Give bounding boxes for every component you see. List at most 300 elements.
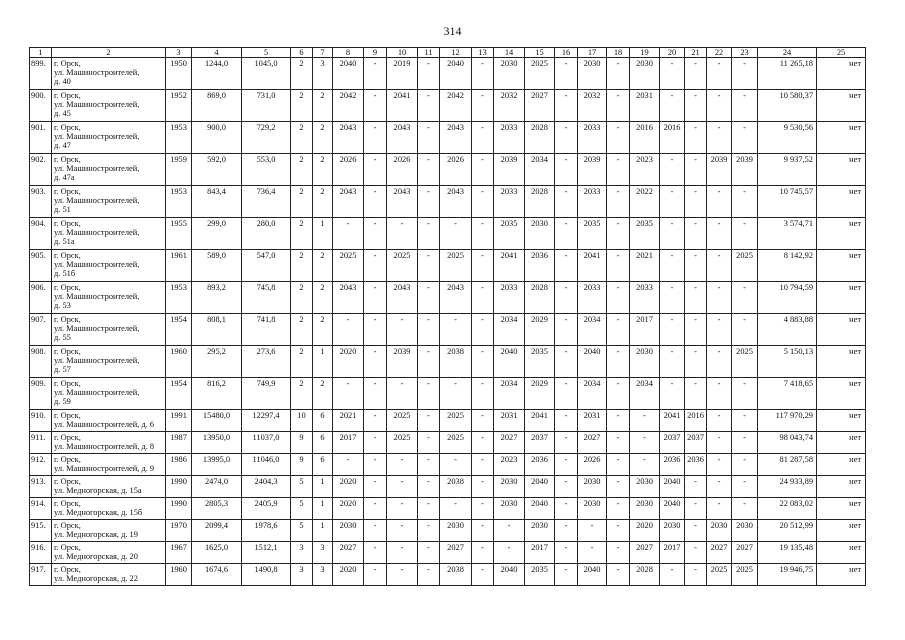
table-cell: 2016 <box>660 122 685 154</box>
table-cell: - <box>732 454 758 476</box>
table-cell: 2025 <box>387 410 418 432</box>
table-cell: - <box>418 218 440 250</box>
address-line: ул. Машиностроителей, д. 6 <box>54 420 155 430</box>
table-cell: - <box>364 432 387 454</box>
row-number: 902. <box>30 154 52 186</box>
table-cell: - <box>472 542 494 564</box>
table-cell: 816,2 <box>192 378 242 410</box>
table-cell: - <box>418 410 440 432</box>
table-cell: 1953 <box>166 282 192 314</box>
table-cell: 2041 <box>494 250 525 282</box>
table-cell: 2033 <box>494 122 525 154</box>
table-cell: 10 580,37 <box>758 90 817 122</box>
table-cell: - <box>387 314 418 346</box>
address-line: г. Орск, <box>54 411 81 420</box>
table-cell: 3 <box>313 564 333 586</box>
table-cell: - <box>660 58 685 90</box>
table-cell: 2043 <box>440 122 472 154</box>
table-cell: 2030 <box>578 58 607 90</box>
row-number: 907. <box>30 314 52 346</box>
table-cell: - <box>660 378 685 410</box>
table-cell: 2034 <box>578 378 607 410</box>
table-cell: 2025 <box>440 250 472 282</box>
address-cell <box>52 498 166 520</box>
table-cell: - <box>364 476 387 498</box>
table-cell: - <box>387 218 418 250</box>
table-row <box>30 498 866 520</box>
table-cell: - <box>555 498 578 520</box>
address-line: г. Орск, <box>54 477 81 486</box>
table-cell: 2043 <box>387 282 418 314</box>
table-row <box>30 432 866 454</box>
table-cell: - <box>630 410 660 432</box>
table-cell: 2035 <box>578 218 607 250</box>
table-cell: 2040 <box>494 564 525 586</box>
table-cell: - <box>418 122 440 154</box>
column-header: 22 <box>707 48 732 58</box>
table-cell: - <box>364 542 387 564</box>
table-cell: 741,8 <box>242 314 291 346</box>
table-cell: 2026 <box>333 154 364 186</box>
table-cell: 592,0 <box>192 154 242 186</box>
table-cell: 1970 <box>166 520 192 542</box>
table-cell: - <box>472 154 494 186</box>
table-cell: 2805,3 <box>192 498 242 520</box>
table-cell: 1244,0 <box>192 58 242 90</box>
table-cell: - <box>472 218 494 250</box>
table-cell: нет <box>817 314 866 346</box>
table-cell: 2039 <box>732 154 758 186</box>
table-cell: 24 933,89 <box>758 476 817 498</box>
column-header: 11 <box>418 48 440 58</box>
table-cell: 2040 <box>333 58 364 90</box>
table-cell: 2027 <box>707 542 732 564</box>
table-cell: 2036 <box>525 454 555 476</box>
table-cell: 2026 <box>440 154 472 186</box>
column-header: 18 <box>607 48 630 58</box>
table-cell: 2028 <box>630 564 660 586</box>
table-row <box>30 122 866 154</box>
table-cell: - <box>607 378 630 410</box>
table-cell: 2043 <box>333 186 364 218</box>
table-cell: 2405,9 <box>242 498 291 520</box>
table-cell: 2026 <box>387 154 418 186</box>
table-cell: 2030 <box>630 476 660 498</box>
table-cell: - <box>472 378 494 410</box>
header-row <box>30 48 866 58</box>
address-line: г. Орск, <box>54 187 81 196</box>
address-line: ул. Машиностроителей, д. 8 <box>54 442 155 452</box>
address-line: г. Орск, <box>54 315 81 324</box>
table-cell: 2038 <box>440 564 472 586</box>
table-cell: - <box>472 454 494 476</box>
table-cell: 2030 <box>630 346 660 378</box>
table-cell: 1512,1 <box>242 542 291 564</box>
address-line: г. Орск, <box>54 251 81 260</box>
table-row <box>30 564 866 586</box>
table-cell: 2032 <box>494 90 525 122</box>
table-cell: 2 <box>291 90 313 122</box>
table-cell: нет <box>817 410 866 432</box>
address-line: ул. Медногорская, д. 15а <box>54 486 142 496</box>
row-number: 904. <box>30 218 52 250</box>
address-cell <box>52 90 166 122</box>
table-cell: 5 150,13 <box>758 346 817 378</box>
table-cell: 2021 <box>333 410 364 432</box>
table-cell: - <box>555 454 578 476</box>
table-cell: 2033 <box>578 186 607 218</box>
table-cell: 1952 <box>166 90 192 122</box>
table-row <box>30 154 866 186</box>
table-cell: - <box>732 476 758 498</box>
table-cell: 2025 <box>732 250 758 282</box>
table-cell: - <box>555 186 578 218</box>
table-cell: - <box>685 476 707 498</box>
table-cell: 553,0 <box>242 154 291 186</box>
table-cell: - <box>472 410 494 432</box>
table-cell: - <box>472 346 494 378</box>
table-cell: - <box>333 218 364 250</box>
column-header: 5 <box>242 48 291 58</box>
table-cell: - <box>418 186 440 218</box>
table-cell: 12297,4 <box>242 410 291 432</box>
table-cell: 2027 <box>732 542 758 564</box>
table-cell: 2 <box>291 250 313 282</box>
address-cell <box>52 282 166 314</box>
table-cell: 2037 <box>685 432 707 454</box>
table-row <box>30 58 866 90</box>
table-cell: - <box>685 542 707 564</box>
table-cell: - <box>660 90 685 122</box>
table-cell: 1 <box>313 346 333 378</box>
table-cell: - <box>660 218 685 250</box>
table-cell: - <box>578 542 607 564</box>
table-cell: - <box>418 564 440 586</box>
table-cell: 2034 <box>494 314 525 346</box>
table-cell: 1 <box>313 498 333 520</box>
table-cell: 2042 <box>333 90 364 122</box>
table-row <box>30 346 866 378</box>
table-cell: 11037,0 <box>242 432 291 454</box>
table-cell: - <box>707 498 732 520</box>
table-cell: - <box>607 564 630 586</box>
table-cell: - <box>707 90 732 122</box>
address-line: д. 57 <box>54 365 71 375</box>
address-line: ул. Машиностроителей, <box>54 164 140 174</box>
table-cell: 2034 <box>578 314 607 346</box>
table-cell: 2 <box>313 122 333 154</box>
table-cell: 2 <box>313 154 333 186</box>
table-cell: 3 <box>313 58 333 90</box>
table-cell: - <box>387 542 418 564</box>
table-cell: - <box>364 250 387 282</box>
table-cell: 2025 <box>707 564 732 586</box>
row-number: 908. <box>30 346 52 378</box>
table-cell: 19 135,48 <box>758 542 817 564</box>
address-cell <box>52 186 166 218</box>
table-cell: 2 <box>313 282 333 314</box>
table-cell: - <box>555 250 578 282</box>
table-cell: - <box>472 122 494 154</box>
table-cell: - <box>685 314 707 346</box>
address-line: г. Орск, <box>54 543 81 552</box>
table-cell: - <box>472 282 494 314</box>
row-number: 900. <box>30 90 52 122</box>
table-cell: 2043 <box>387 186 418 218</box>
column-header: 23 <box>732 48 758 58</box>
row-number: 910. <box>30 410 52 432</box>
table-cell: 1 <box>313 520 333 542</box>
column-header: 25 <box>817 48 866 58</box>
address-cell <box>52 410 166 432</box>
address-cell <box>52 314 166 346</box>
table-cell: - <box>440 314 472 346</box>
table-cell: - <box>472 432 494 454</box>
table-cell: нет <box>817 454 866 476</box>
table-cell: - <box>707 476 732 498</box>
table-cell: 2030 <box>333 520 364 542</box>
table-cell: 9 <box>291 454 313 476</box>
table-cell: - <box>555 218 578 250</box>
table-cell: нет <box>817 542 866 564</box>
table-cell: - <box>387 520 418 542</box>
table-cell: 2030 <box>630 498 660 520</box>
table-cell: 589,0 <box>192 250 242 282</box>
address-line: д. 51а <box>54 237 75 247</box>
table-cell: - <box>660 346 685 378</box>
table-cell: 2028 <box>525 186 555 218</box>
table-cell: 1 <box>313 218 333 250</box>
table-cell: 13950,0 <box>192 432 242 454</box>
table-cell: - <box>418 282 440 314</box>
row-number: 914. <box>30 498 52 520</box>
table-cell: - <box>418 90 440 122</box>
table-cell: 5 <box>291 476 313 498</box>
table-cell: - <box>418 378 440 410</box>
table-cell: - <box>440 218 472 250</box>
table-cell: 808,1 <box>192 314 242 346</box>
table-cell: 2037 <box>525 432 555 454</box>
table-cell: - <box>364 218 387 250</box>
row-number: 905. <box>30 250 52 282</box>
table-cell: - <box>418 154 440 186</box>
column-header: 21 <box>685 48 707 58</box>
table-cell: 2025 <box>387 432 418 454</box>
table-cell: 2030 <box>525 520 555 542</box>
table-cell: - <box>707 454 732 476</box>
table-cell: - <box>364 282 387 314</box>
table-cell: - <box>418 250 440 282</box>
table-cell: - <box>418 476 440 498</box>
address-line: ул. Медногорская, д. 19 <box>54 530 138 540</box>
table-cell: 2025 <box>440 432 472 454</box>
table-cell: 2043 <box>333 122 364 154</box>
table-cell: 2 <box>291 378 313 410</box>
table-row <box>30 282 866 314</box>
table-cell: 2039 <box>494 154 525 186</box>
address-line: д. 40 <box>54 77 71 87</box>
table-cell: - <box>660 314 685 346</box>
table-cell: 2033 <box>494 186 525 218</box>
table-cell: - <box>472 250 494 282</box>
table-cell: - <box>707 432 732 454</box>
table-cell: 19 946,75 <box>758 564 817 586</box>
table-cell: 2038 <box>440 476 472 498</box>
table-cell: 2 <box>313 186 333 218</box>
table-cell: 547,0 <box>242 250 291 282</box>
table-row <box>30 250 866 282</box>
address-cell <box>52 218 166 250</box>
table-cell: - <box>440 378 472 410</box>
table-cell: 2099,4 <box>192 520 242 542</box>
table-cell: 1987 <box>166 432 192 454</box>
row-number: 917. <box>30 564 52 586</box>
table-cell: 2030 <box>578 498 607 520</box>
table-cell: - <box>732 410 758 432</box>
table-cell: 2023 <box>494 454 525 476</box>
table-cell: 2474,0 <box>192 476 242 498</box>
table-cell: 2031 <box>630 90 660 122</box>
table-cell: 9 530,56 <box>758 122 817 154</box>
table-row <box>30 454 866 476</box>
address-line: ул. Машиностроителей, <box>54 356 140 366</box>
address-line: ул. Машиностроителей, д. 9 <box>54 464 155 474</box>
table-cell: 2043 <box>440 282 472 314</box>
table-row <box>30 476 866 498</box>
table-cell: 11 265,18 <box>758 58 817 90</box>
table-cell: - <box>685 564 707 586</box>
table-cell: 117 970,29 <box>758 410 817 432</box>
table-cell: 2040 <box>494 346 525 378</box>
column-header: 12 <box>440 48 472 58</box>
table-cell: - <box>685 250 707 282</box>
table-row <box>30 218 866 250</box>
table-cell: - <box>707 186 732 218</box>
table-cell: - <box>555 432 578 454</box>
table-cell: - <box>630 432 660 454</box>
table-cell: - <box>364 314 387 346</box>
table-cell: 2041 <box>660 410 685 432</box>
table-cell: 729,2 <box>242 122 291 154</box>
table-cell: 2043 <box>440 186 472 218</box>
column-header: 20 <box>660 48 685 58</box>
table-cell: - <box>578 520 607 542</box>
address-line: ул. Медногорская, д. 15б <box>54 508 143 518</box>
address-line: д. 51 <box>54 205 71 215</box>
table-cell: - <box>685 90 707 122</box>
address-line: д. 47а <box>54 173 75 183</box>
address-cell <box>52 454 166 476</box>
table-cell: 2036 <box>685 454 707 476</box>
address-line: д. 55 <box>54 333 71 343</box>
address-line: д. 53 <box>54 301 71 311</box>
table-cell: 3 574,71 <box>758 218 817 250</box>
address-cell <box>52 122 166 154</box>
table-cell: 1954 <box>166 314 192 346</box>
table-cell: - <box>732 186 758 218</box>
table-cell: 10 <box>291 410 313 432</box>
table-cell: 2040 <box>440 58 472 90</box>
table-cell: 2040 <box>525 476 555 498</box>
table-cell: - <box>685 58 707 90</box>
table-row <box>30 520 866 542</box>
table-row <box>30 410 866 432</box>
table-cell: 2034 <box>494 378 525 410</box>
address-line: г. Орск, <box>54 565 81 574</box>
address-line: г. Орск, <box>54 347 81 356</box>
table-cell: - <box>364 186 387 218</box>
address-cell <box>52 432 166 454</box>
column-header: 6 <box>291 48 313 58</box>
address-line: г. Орск, <box>54 219 81 228</box>
table-cell: - <box>685 498 707 520</box>
table-cell: 2025 <box>387 250 418 282</box>
table-cell: - <box>472 58 494 90</box>
table-cell: 2042 <box>440 90 472 122</box>
table-cell: 11046,0 <box>242 454 291 476</box>
table-cell: - <box>472 520 494 542</box>
table-cell: 3 <box>291 564 313 586</box>
table-cell: - <box>364 498 387 520</box>
table-cell: 1 <box>313 476 333 498</box>
table-cell: - <box>685 218 707 250</box>
table-cell: 10 745,57 <box>758 186 817 218</box>
table-cell: - <box>707 218 732 250</box>
address-line: г. Орск, <box>54 283 81 292</box>
table-cell: 2033 <box>578 122 607 154</box>
table-cell: 2031 <box>494 410 525 432</box>
table-cell: 2029 <box>525 378 555 410</box>
address-line: г. Орск, <box>54 433 81 442</box>
table-cell: 2030 <box>494 476 525 498</box>
table-cell: 2041 <box>525 410 555 432</box>
table-cell: - <box>707 122 732 154</box>
table-cell: 2039 <box>578 154 607 186</box>
table-cell: 2030 <box>440 520 472 542</box>
table-cell: 2037 <box>660 432 685 454</box>
table-cell: нет <box>817 122 866 154</box>
table-cell: 2029 <box>525 314 555 346</box>
table-cell: - <box>387 498 418 520</box>
table-cell: 2 <box>291 154 313 186</box>
table-cell: 2033 <box>494 282 525 314</box>
table-cell: - <box>732 314 758 346</box>
table-cell: 2016 <box>685 410 707 432</box>
table-cell: 2040 <box>660 498 685 520</box>
table-cell: - <box>555 282 578 314</box>
table-cell: 1978,6 <box>242 520 291 542</box>
table-cell: 2027 <box>630 542 660 564</box>
table-cell: - <box>418 58 440 90</box>
table-cell: 2043 <box>333 282 364 314</box>
table-cell: - <box>685 282 707 314</box>
table-cell: 1990 <box>166 476 192 498</box>
table-cell: - <box>472 314 494 346</box>
table-cell: - <box>607 154 630 186</box>
table-row <box>30 186 866 218</box>
table-cell: - <box>732 432 758 454</box>
table-cell: 2 <box>313 378 333 410</box>
table-cell: - <box>607 90 630 122</box>
column-header: 3 <box>166 48 192 58</box>
address-line: ул. Машиностроителей, <box>54 388 140 398</box>
table-cell: 2022 <box>630 186 660 218</box>
table-cell: - <box>418 346 440 378</box>
column-header: 9 <box>364 48 387 58</box>
table-cell: - <box>364 90 387 122</box>
table-cell: 2035 <box>525 346 555 378</box>
table-cell: 2033 <box>578 282 607 314</box>
